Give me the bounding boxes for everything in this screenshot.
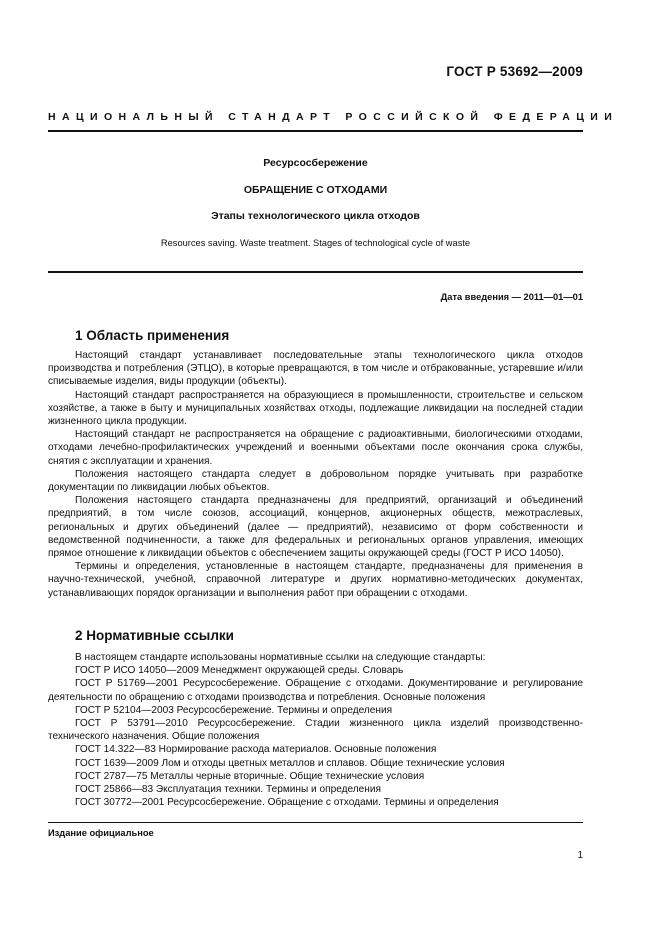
- paragraph: В настоящем стандарте использованы нормативные ссылки на следующие стандарты:: [75, 652, 486, 663]
- top-divider: [48, 130, 583, 132]
- section-2-heading: 2 Нормативные ссылки: [75, 628, 234, 643]
- reference-item: ГОСТ 30772—2001 Ресурсосбережение. Обращение с отходами. Термины и определения: [75, 797, 499, 809]
- title-line-2: ОБРАЩЕНИЕ С ОТХОДАМИ: [243, 184, 388, 196]
- title-line-1: Ресурсосбережение: [263, 157, 368, 169]
- title-english: Resources saving. Waste treatment. Stages of technological cycle of waste: [160, 238, 471, 248]
- edition-label: Издание официальное: [48, 828, 154, 838]
- reference-item: ГОСТ Р 52104—2003 Ресурсосбережение. Термины и определения: [75, 704, 393, 716]
- paragraph: Настоящий стандарт устанавливает последовательные этапы технологического цикла отходов производства и потребления (ЭТЦО), в которые превращаются, в том числе и отбракованные, устаревшие и/или списываемые изделия, виды продукции (объекты).: [48, 350, 583, 388]
- reference-item: ГОСТ 25866—83 Эксплуатация техники. Термины и определения: [75, 784, 381, 796]
- footer-divider: [48, 822, 583, 823]
- reference-item: ГОСТ Р ИСО 14050—2009 Менеджмент окружающей среды. Словарь: [75, 665, 404, 677]
- section-1-body: [48, 349, 583, 600]
- section-1-heading: 1 Область применения: [75, 328, 230, 343]
- introduction-date: Дата введения — 2011—01—01: [440, 292, 583, 302]
- paragraph: Положения настоящего стандарта следует в добровольном порядке учитывать при разработке документации по ликвидации любых объектов.: [48, 468, 583, 494]
- paragraph: Положения настоящего стандарта предназначены для предприятий, организаций и объединений предприятий, в том числе союзов, ассоциаций, концернов, акционерных обществ, межотраслевых, региональных и других объединений (далее — предприятий), независимо от форм собственности и ведомственной подчиненности, а также для федеральных и региональных органов управления, имеющих прямое отношение к ликвидации объектов с обеспечением защиты окружающей среды (ГОСТ Р ИСО 14050).: [48, 495, 583, 560]
- page-number: 1: [577, 850, 583, 861]
- title-line-3: Этапы технологического цикла отходов: [211, 210, 420, 222]
- paragraph: Настоящий стандарт распространяется на образующиеся в промышленности, строительстве и сельском хозяйстве, а также в быту и муниципальных хозяйствах отходы, подлежащие ликвидации на последней стадии жизненного цикла продукции.: [48, 389, 583, 428]
- paragraph: Термины и определения, установленные в настоящем стандарте, предназначены для применения в научно-технической, учебной, справочной литературе и других нормативно-методических документах, устанавливающих порядок организации и выполнения работ при обращении с отходами.: [48, 561, 583, 599]
- paragraph: Настоящий стандарт не распространяется на обращение с радиоактивными, биологическими отходами, отходами лечебно-профилактических учреждений и военными объектами после окончания срока службы, снятия с эксплуатации и хранения.: [48, 429, 583, 467]
- reference-item: ГОСТ 14.322—83 Нормирование расхода материалов. Основные положения: [75, 744, 437, 756]
- title-divider: [48, 271, 583, 273]
- reference-item: ГОСТ Р 53791—2010 Ресурсосбережение. Стадии жизненного цикла изделий производственно-технического назначения. Общие положения: [48, 718, 583, 743]
- reference-item: ГОСТ Р 51769—2001 Ресурсосбережение. Обращение с отходами. Документирование и регулирование деятельности по обращению с отходами производства и потребления. Основные положения: [48, 678, 583, 703]
- standard-number: ГОСТ Р 53692—2009: [446, 64, 583, 79]
- national-standard-banner: НАЦИОНАЛЬНЫЙ СТАНДАРТ РОССИЙСКОЙ ФЕДЕРАЦИИ: [48, 111, 619, 123]
- reference-item: ГОСТ 1639—2009 Лом и отходы цветных металлов и сплавов. Общие технические условия: [75, 757, 505, 769]
- section-2-body: [48, 651, 583, 809]
- reference-item: ГОСТ 2787—75 Металлы черные вторичные. Общие технические условия: [75, 770, 425, 782]
